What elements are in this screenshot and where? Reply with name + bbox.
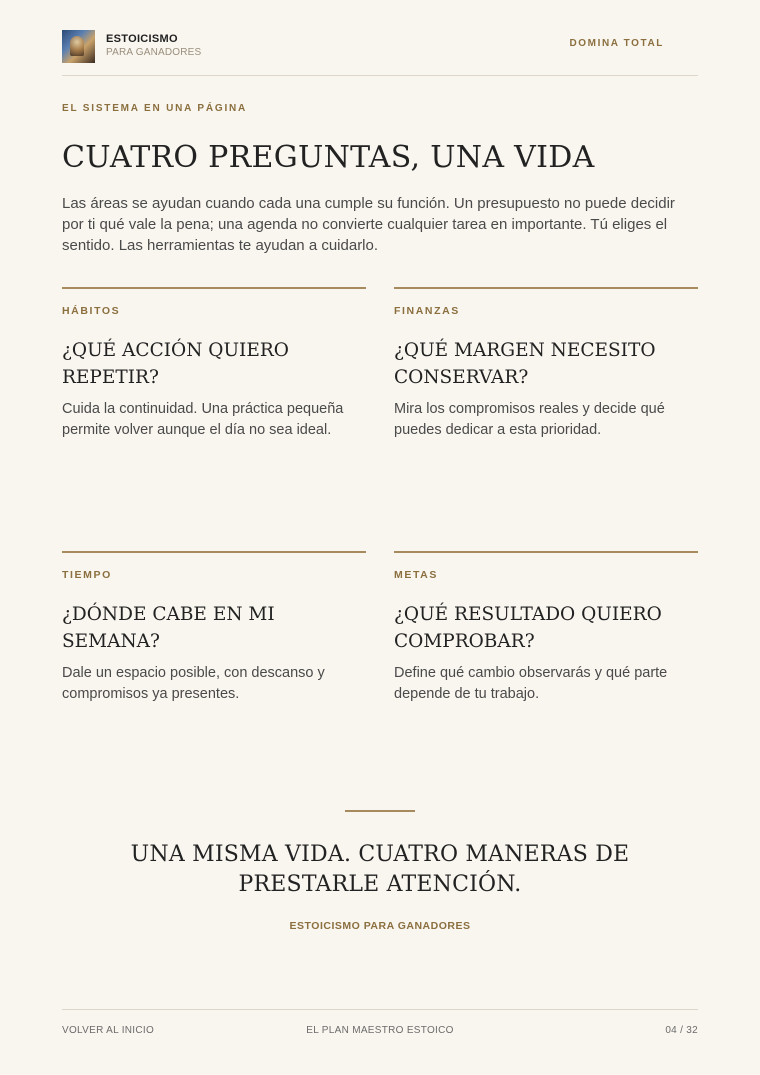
card-label: TIEMPO [62,569,112,581]
brand-subtitle: PARA GANADORES [106,47,202,58]
page [62,0,698,1075]
closing-divider [345,810,415,812]
card-label: HÁBITOS [62,305,121,317]
card-tiempo [62,551,366,705]
brand-name: ESTOICISMO [106,33,178,45]
card-description: Dale un espacio posible, con descanso y compromisos ya presentes. [62,665,325,702]
card-description: Mira los compromisos reales y decide qué puedes dedicar a esta prioridad. [394,401,665,438]
document-title: EL PLAN MAESTRO ESTOICO [306,1025,454,1036]
page-number: 04 / 32 [665,1025,698,1036]
card-habitos [62,287,366,441]
page-footer [62,1009,698,1049]
card-label: METAS [394,569,438,581]
card-label: FINANZAS [394,305,460,317]
page-title: CUATRO PREGUNTAS, UNA VIDA [62,140,595,175]
card-finanzas [394,287,698,441]
card-question: ¿DÓNDE CABE EN MI SEMANA? [62,604,275,652]
card-question: ¿QUÉ MARGEN NECESITO CONSERVAR? [394,340,656,388]
closing-statement: UNA MISMA VIDA. CUATRO MANERAS DE PRESTARLE ATENCIÓN. [130,842,630,897]
back-to-start-link[interactable]: VOLVER AL INICIO [62,1025,155,1036]
brand [106,33,201,58]
page-header [62,30,698,76]
section-eyebrow: EL SISTEMA EN UNA PÁGINA [62,103,248,114]
card-description: Cuida la continuidad. Una práctica pequeña permite volver aunque el día no sea ideal. [62,401,344,438]
closing-signature: ESTOICISMO PARA GANADORES [289,920,471,932]
card-question: ¿QUÉ ACCIÓN QUIERO REPETIR? [62,340,289,388]
card-question: ¿QUÉ RESULTADO QUIERO COMPROBAR? [394,604,662,652]
brand-logo-image [62,30,95,63]
card-metas [394,551,698,705]
card-description: Define qué cambio observarás y qué parte depende de tu trabajo. [394,665,668,702]
header-tagline-link[interactable]: DOMINA TOTAL [569,38,664,49]
statue-icon [70,36,84,56]
intro-paragraph: Las áreas se ayudan cuando cada una cumple su función. Un presupuesto no puede decidir por ti qué vale la pena; una agenda no convierte cualquier tarea en importante. Tú eliges el sentido. Las herramientas te ayudan a cuidarlo. [62,195,675,254]
